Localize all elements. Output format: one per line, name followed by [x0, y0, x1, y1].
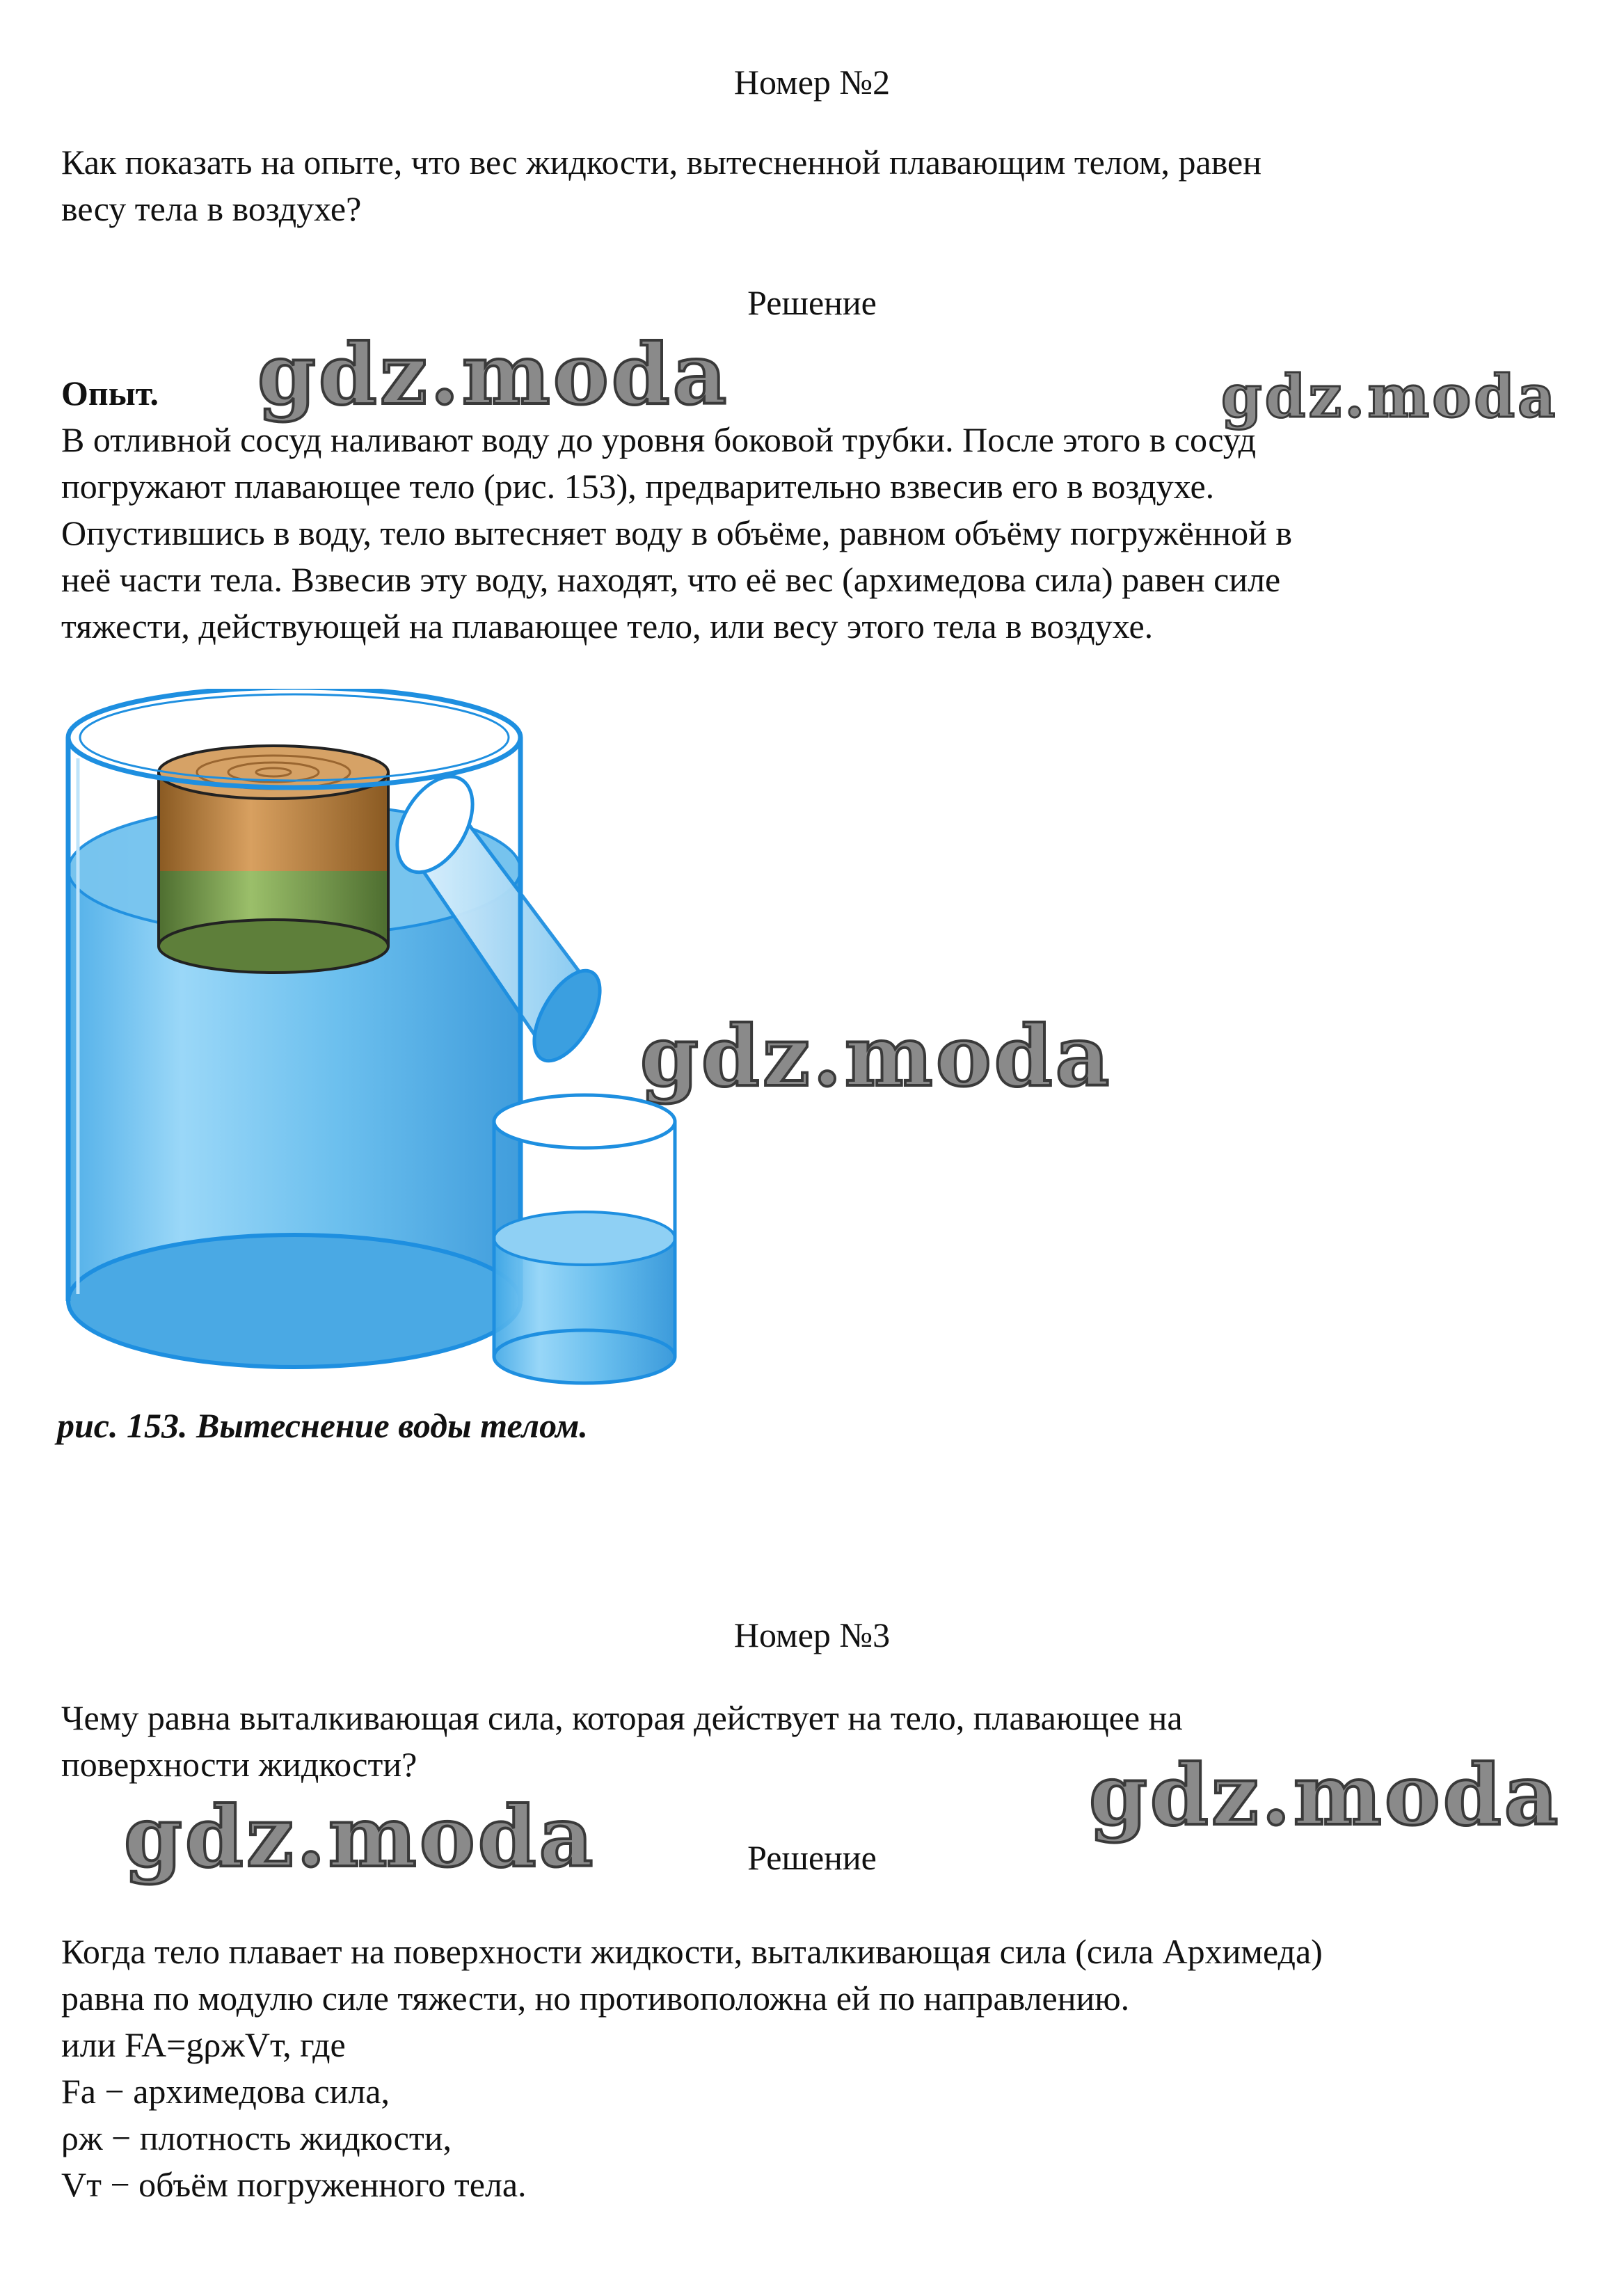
body-line: равна по модулю силе тяжести, но противоположна ей по направлению.	[61, 1979, 1130, 2018]
formula-line: или FA=gρжVт, где	[61, 2025, 346, 2064]
beaker	[494, 1095, 675, 1383]
problem-3-answer	[61, 1929, 1592, 2208]
watermark: gdz.moda	[1089, 1746, 1561, 1844]
figure-overflow-vessel	[56, 689, 724, 1398]
question-line: Чему равна выталкивающая сила, которая действует на тело, плавающее на	[61, 1698, 1183, 1737]
body-line: Опустившись в воду, тело вытесняет воду в объёме, равном объёму погружённой в	[61, 513, 1293, 552]
body-line: погружают плавающее тело (рис. 153), предварительно взвесив его в воздухе.	[61, 467, 1215, 506]
solution-label: Решение	[747, 1838, 877, 1877]
problem-3-title: Номер №3	[733, 1615, 891, 1654]
solution-label: Решение	[747, 283, 877, 322]
definition-line: ρж − плотность жидкости,	[61, 2118, 452, 2157]
body-line: В отливной сосуд наливают воду до уровня боковой трубки. После этого в сосуд	[61, 420, 1257, 459]
problem-2-question	[61, 139, 1592, 232]
figure-caption: рис. 153. Вытеснение воды телом.	[57, 1406, 588, 1445]
experiment-label: Опыт.	[61, 374, 159, 413]
body-line: неё части тела. Взвесив эту воду, находят, что её вес (архимедова сила) равен силе	[61, 560, 1281, 599]
body-line: тяжести, действующей на плавающее тело, или весу этого тела в воздухе.	[61, 607, 1154, 646]
watermark: gdz.moda	[640, 1007, 1113, 1105]
question-line: весу тела в воздухе?	[61, 189, 362, 228]
definition-line: Vт − объём погруженного тела.	[61, 2165, 527, 2204]
watermark: gdz.moda	[1221, 362, 1559, 431]
problem-3-question	[61, 1695, 1592, 1788]
watermark: gdz.moda	[257, 326, 730, 424]
problem-2-title: Номер №2	[733, 63, 891, 102]
body-line: Когда тело плавает на поверхности жидкости, выталкивающая сила (сила Архимеда)	[61, 1932, 1323, 1971]
question-line: поверхности жидкости?	[61, 1745, 417, 1784]
watermark: gdz.moda	[124, 1788, 596, 1886]
question-line: Как показать на опыте, что вес жидкости, вытесненной плавающим телом, равен	[61, 143, 1261, 182]
definition-line: Fa − архимедова сила,	[61, 2072, 390, 2111]
